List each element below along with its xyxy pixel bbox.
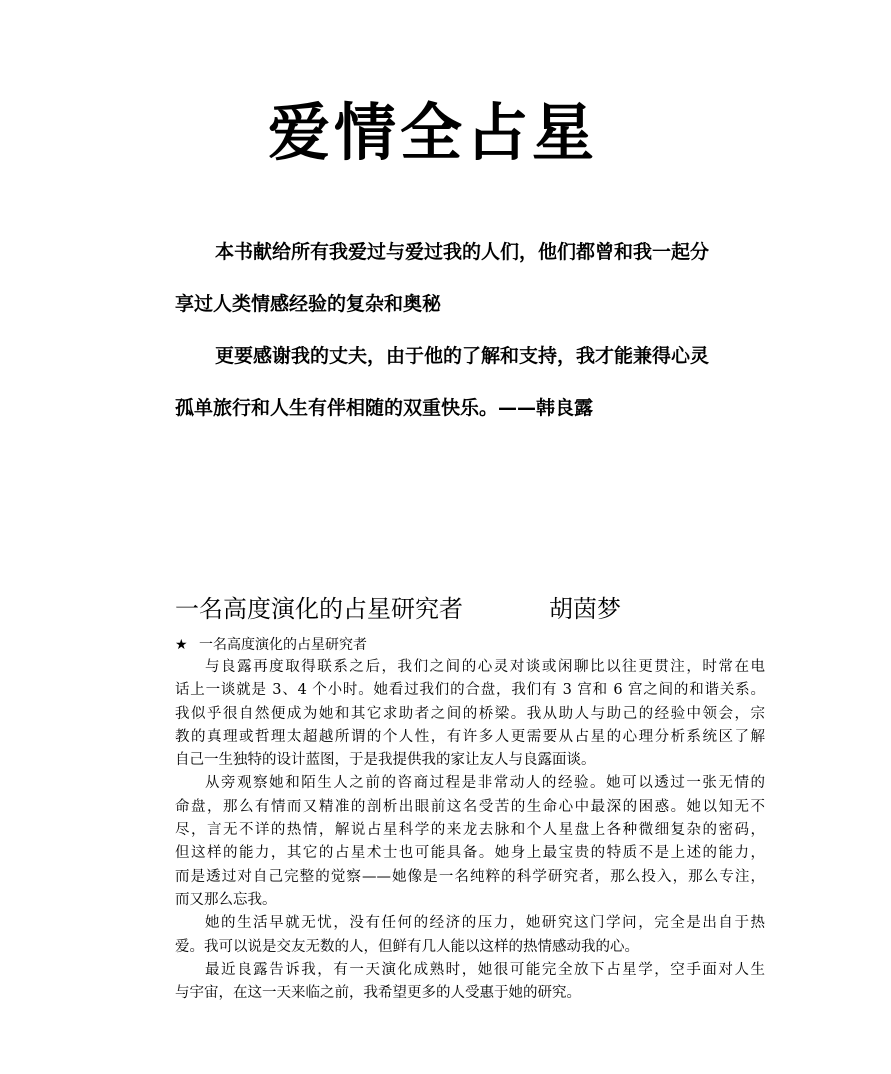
- section-author: 胡茵梦: [549, 595, 621, 623]
- text-line: 教的真理或哲理太超越所谓的个人性，有许多人更需要从占星的心理分析系统区了解: [175, 728, 765, 745]
- text-line: 而又那么忘我。: [175, 891, 277, 908]
- text-line: 最近良露告诉我，有一天演化成熟时，她很可能完全放下占星学，空手面对人生: [205, 961, 765, 978]
- dedication-line: 本书献给所有我爱过与爱过我的人们，他们都曾和我一起分: [215, 241, 710, 263]
- text-line: 我似乎很自然便成为她和其它求助者之间的桥梁。我从助人与助己的经验中领会，宗: [175, 705, 765, 722]
- star-icon: ★: [175, 637, 188, 653]
- text-line: 与宇宙，在这一天来临之前，我希望更多的人受惠于她的研究。: [175, 985, 581, 1002]
- text-line: 自己一生独特的设计蓝图，于是我提供我的家让友人与良露面谈。: [175, 752, 596, 769]
- body-text: [175, 656, 765, 1005]
- text-line: 话上一谈就是 3、4 个小时。她看过我们的合盘，我们有 3 宫和 6 宫之间的和谐关系。: [175, 682, 765, 699]
- paragraph: [175, 656, 765, 772]
- subheading: [175, 634, 775, 656]
- text-line: 爱。我可以说是交友无数的人，但鲜有几人能以这样的热情感动我的心。: [175, 938, 639, 955]
- section-heading: [175, 592, 775, 626]
- text-line: 从旁观察她和陌生人之前的咨商过程是非常动人的经验。她可以透过一张无情的: [205, 775, 765, 792]
- text-line: 但这样的能力，其它的占星术士也可能具备。她身上最宝贵的特质不是上述的能力，: [175, 845, 765, 862]
- dedication-line: 更要感谢我的丈夫，由于他的了解和支持，我才能兼得心灵: [215, 345, 710, 367]
- subheading-text: 一名高度演化的占星研究者: [199, 637, 367, 653]
- paragraph: [175, 959, 765, 1006]
- text-line: 尽，言无不详的热情，解说占星科学的来龙去脉和个人星盘上各种微细复杂的密码，: [175, 822, 765, 839]
- paragraph: [175, 772, 765, 912]
- section-title: 一名高度演化的占星研究者: [175, 595, 463, 623]
- dedication: [175, 239, 760, 421]
- book-title: 爱情全占星: [268, 96, 599, 169]
- dedication-line: 孤单旅行和人生有伴相随的双重快乐。——韩良露: [175, 397, 594, 419]
- text-line: 与良露再度取得联系之后，我们之间的心灵对谈或闲聊比以往更贯注，时常在电: [205, 659, 765, 675]
- text-line: 命盘，那么有情而又精准的剖析出眼前这名受苦的生命心中最深的困惑。她以知无不: [175, 798, 765, 815]
- dedication-line: 享过人类情感经验的复杂和奥秘: [175, 293, 442, 315]
- paragraph: [175, 912, 765, 959]
- text-line: 而是透过对自己完整的觉察——她像是一名纯粹的科学研究者，那么投入，那么专注，: [175, 868, 765, 885]
- text-line: 她的生活早就无忧，没有任何的经济的压力，她研究这门学问，完全是出自于热: [205, 915, 765, 932]
